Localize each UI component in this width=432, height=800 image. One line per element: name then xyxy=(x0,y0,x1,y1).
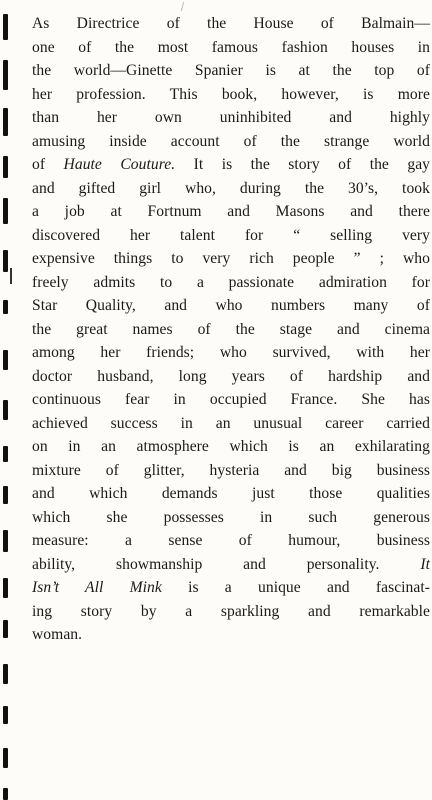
text-run: expensive things to very rich people ” ; who xyxy=(32,250,430,267)
text-line xyxy=(32,506,430,530)
text-line xyxy=(32,59,430,83)
binding-hole xyxy=(3,748,8,768)
text-line xyxy=(32,623,430,647)
italic-text: It xyxy=(420,555,430,573)
text-line xyxy=(32,482,430,506)
text-run: continuous fear in occupied France. She has xyxy=(32,391,430,408)
text-run: a job at Fortnum and Masons and there xyxy=(32,203,430,220)
binding-hole xyxy=(3,250,8,272)
text-line xyxy=(32,130,430,154)
text-run: As Directrice of the House of Balmain— xyxy=(32,15,430,32)
text-run: than her own uninhibited and highly xyxy=(32,109,430,126)
binding-hole xyxy=(3,446,8,462)
text-line xyxy=(32,177,430,201)
text-run: discovered her talent for “ selling very xyxy=(32,226,430,244)
text-line xyxy=(32,83,430,107)
binding-hole xyxy=(3,788,8,800)
text-run: her profession. This book, however, is more xyxy=(32,85,430,103)
italic-text: Isn’t All Mink xyxy=(32,579,162,596)
text-line xyxy=(32,224,430,248)
text-run: achieved success in an unusual career carried xyxy=(32,414,430,432)
text-line xyxy=(32,12,430,36)
text-run: measure: a sense of humour, business xyxy=(32,532,430,549)
text-line xyxy=(32,341,430,365)
text-run: the great names of the stage and cinema xyxy=(32,320,430,338)
binding-hole xyxy=(3,578,8,598)
text-line xyxy=(32,365,430,389)
binding-hole xyxy=(3,706,8,724)
text-run: and gifted girl who, during the 30’s, took xyxy=(32,179,430,197)
text-run: mixture of glitter, hysteria and big business xyxy=(32,461,430,479)
text-run: on in an atmosphere which is an exhilarating xyxy=(32,438,430,455)
text-line xyxy=(32,529,430,553)
binding-hole xyxy=(3,198,8,224)
text-run: Star Quality, and who numbers many of xyxy=(32,297,430,314)
text-run: of xyxy=(32,156,64,173)
text-line xyxy=(32,318,430,342)
text-run: woman. xyxy=(32,626,83,643)
binding-hole xyxy=(3,486,8,504)
text-run: doctor husband, long years of hardship and xyxy=(32,367,430,385)
binding-hole xyxy=(3,664,8,684)
text-run: ability, showmanship and personality. xyxy=(32,555,421,573)
text-line xyxy=(32,412,430,436)
binding-hole xyxy=(3,300,8,314)
text-line xyxy=(32,553,430,577)
text-line xyxy=(32,200,430,224)
text-line xyxy=(32,435,430,459)
spiral-binding xyxy=(0,0,14,800)
binding-hole xyxy=(3,400,8,420)
text-run: ing story by a sparkling and remarkable xyxy=(32,602,430,620)
text-run: amusing inside account of the strange world xyxy=(32,132,430,150)
binding-hole xyxy=(3,14,8,40)
margin-mark xyxy=(10,268,12,284)
text-run: It is the story of the gay xyxy=(175,156,431,173)
italic-text: Haute Couture. xyxy=(63,156,176,173)
text-line xyxy=(32,106,430,130)
binding-hole xyxy=(3,350,8,370)
text-line xyxy=(32,294,430,318)
text-line xyxy=(32,388,430,412)
text-run: freely admits to a passionate admiration for xyxy=(32,273,430,291)
text-run: is a unique and fascinat- xyxy=(161,579,430,596)
text-run: the world—Ginette Spanier is at the top of xyxy=(32,62,430,79)
text-line xyxy=(32,36,430,60)
binding-hole xyxy=(3,156,8,178)
pencil-mark xyxy=(181,2,184,11)
binding-hole xyxy=(3,108,8,136)
text-line xyxy=(32,153,430,177)
text-run: one of the most famous fashion houses in xyxy=(32,38,430,56)
text-line xyxy=(32,247,430,271)
text-run: which she possesses in such generous xyxy=(32,508,430,526)
binding-hole xyxy=(3,530,8,552)
text-line xyxy=(32,459,430,483)
text-line xyxy=(32,576,430,600)
book-blurb xyxy=(32,12,430,647)
text-line xyxy=(32,600,430,624)
binding-hole xyxy=(3,60,8,90)
binding-hole xyxy=(3,620,8,638)
text-run: and which demands just those qualities xyxy=(32,485,430,502)
text-run: among her friends; who survived, with her xyxy=(32,344,430,361)
text-line xyxy=(32,271,430,295)
